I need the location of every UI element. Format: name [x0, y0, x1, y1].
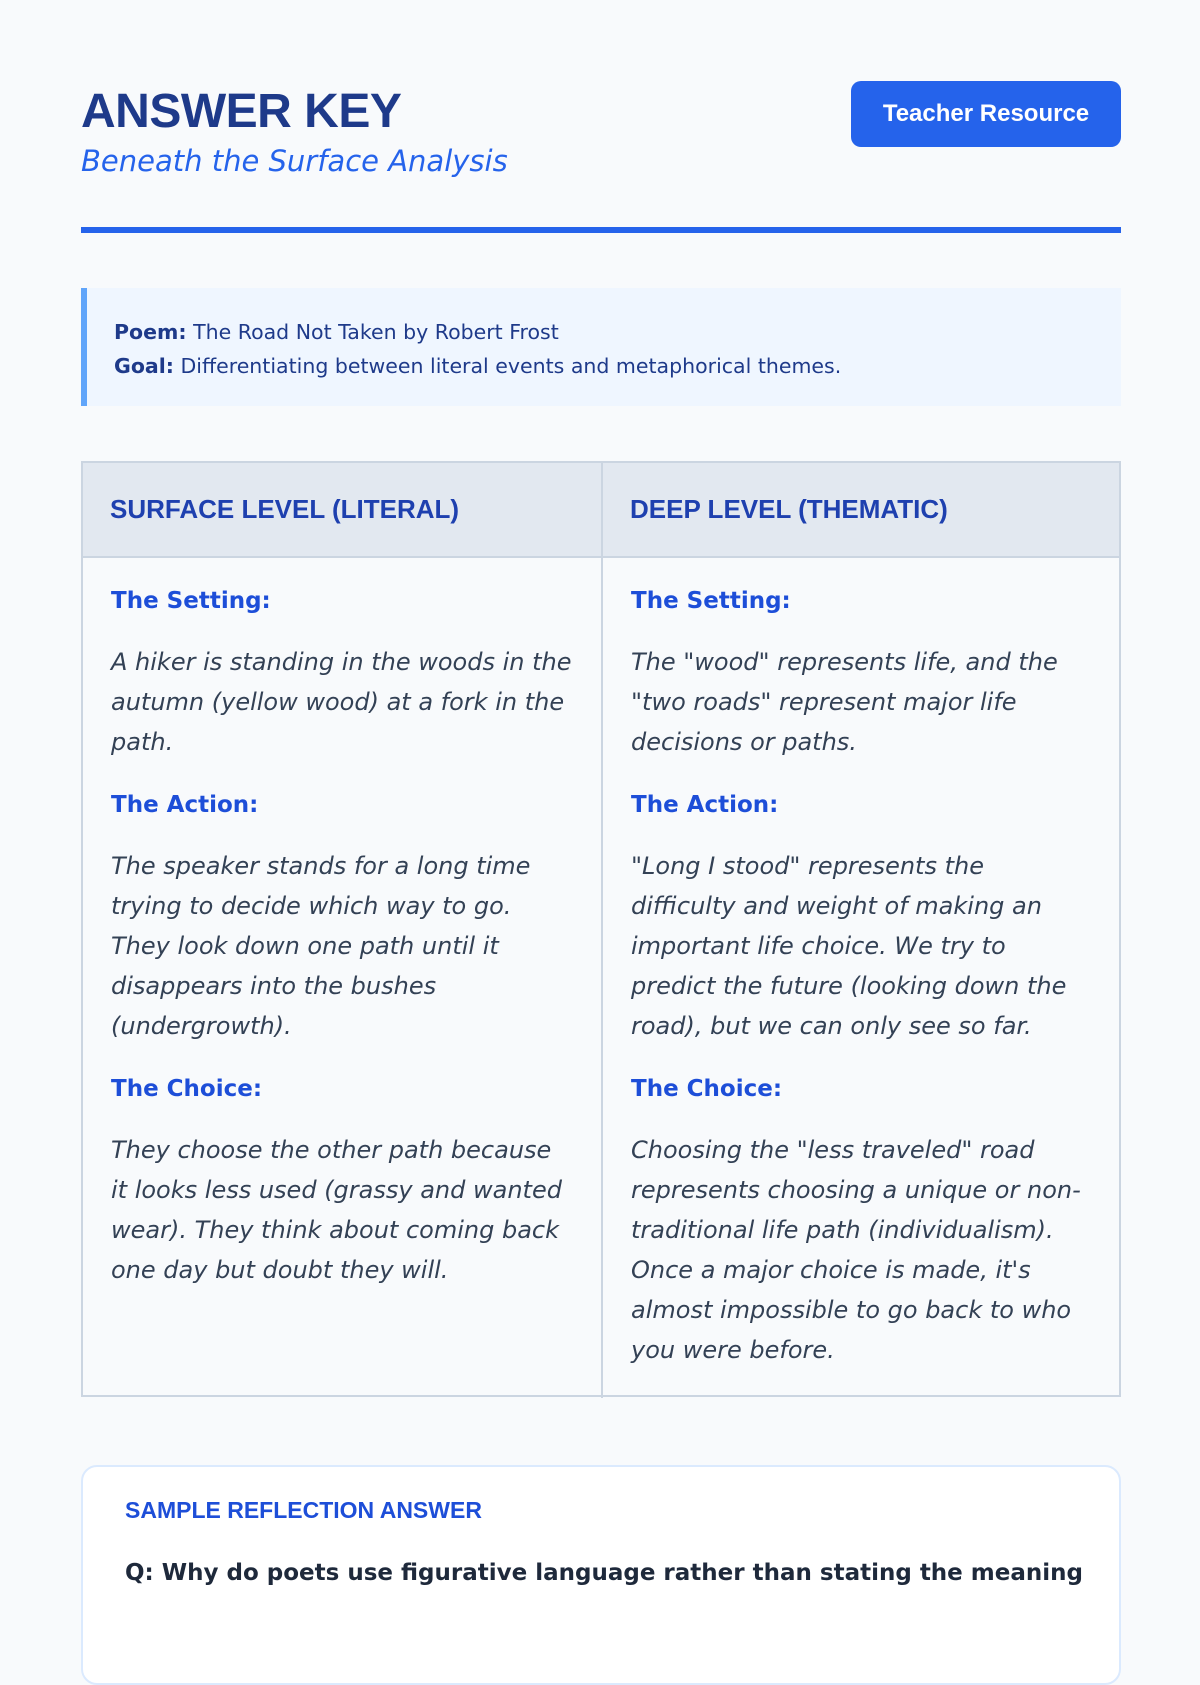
poem-info-box [81, 288, 1121, 406]
surface-level-heading: SURFACE LEVEL (LITERAL) [83, 463, 601, 558]
page-subtitle: Beneath the Surface Analysis [81, 144, 508, 178]
poem-value: The Road Not Taken by Robert Frost [193, 320, 559, 344]
analysis-table [81, 461, 1121, 1397]
deep-level-column [601, 558, 1119, 1398]
deep-level-heading: DEEP LEVEL (THEMATIC) [601, 463, 1119, 558]
deep-choice-label: The Choice: [631, 1076, 783, 1102]
deep-setting-label: The Setting: [631, 588, 791, 614]
goal-line [114, 349, 1121, 383]
poem-label: Poem: [114, 320, 187, 344]
teacher-resource-badge: Teacher Resource [851, 81, 1121, 147]
sample-reflection-card [81, 1465, 1121, 1685]
surface-choice-label: The Choice: [111, 1076, 263, 1102]
page-title: ANSWER KEY [81, 85, 402, 138]
reflection-question: Q: Why do poets use figurative language rather than stating the meaning [125, 1560, 1083, 1586]
deep-setting-text: The "wood" represents life, and the "two roads" represent major life decisions or paths. [631, 648, 1058, 756]
surface-setting-text: A hiker is standing in the woods in the autumn (yellow wood) at a fork in the path. [111, 648, 572, 756]
deep-action-text: "Long I stood" represents the difficulty and weight of making an important life choice. We try to predict the future (looking down the road), but we can only see so far. [631, 852, 1067, 1040]
page-header [81, 80, 1121, 180]
surface-choice-text: They choose the other path because it looks less used (grassy and wanted wear). They think about coming back one day but doubt they will. [111, 1136, 562, 1284]
surface-action-text: The speaker stands for a long time trying to decide which way to go. They look down one path until it disappears into the bushes (undergrowth). [111, 852, 531, 1040]
deep-choice-text: Choosing the "less traveled" road represents choosing a unique or non-traditional life path (individualism). Once a major choice is made, it's almost impossible to go back to who you were before. [631, 1136, 1081, 1364]
surface-level-column [83, 558, 601, 1398]
header-divider [81, 227, 1121, 233]
reflection-title: SAMPLE REFLECTION ANSWER [125, 1497, 482, 1523]
goal-value: Differentiating between literal events and metaphorical themes. [180, 354, 842, 378]
surface-setting-label: The Setting: [111, 588, 271, 614]
goal-label: Goal: [114, 354, 174, 378]
poem-line [114, 315, 1121, 349]
surface-action-label: The Action: [111, 792, 259, 818]
deep-action-label: The Action: [631, 792, 779, 818]
